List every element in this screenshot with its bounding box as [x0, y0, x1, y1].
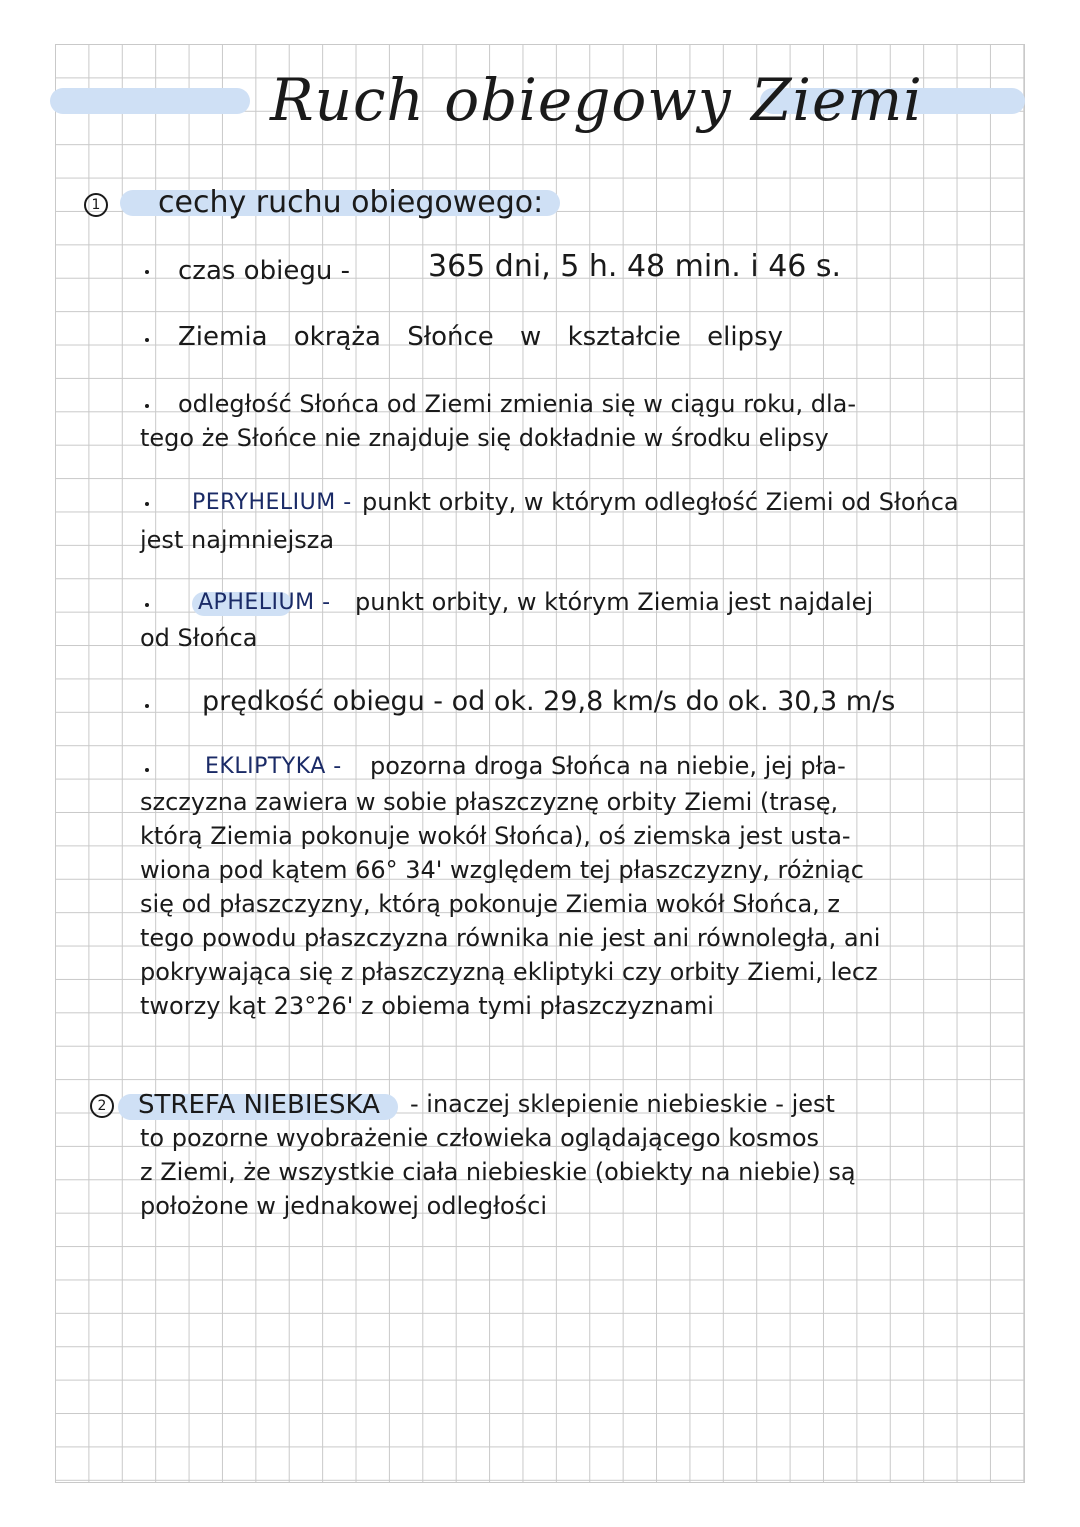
- section-2-line-2: to pozorne wyobrażenie człowieka oglądającego kosmos: [140, 1124, 820, 1152]
- peryhelium-term: PERYHELIUM -: [192, 490, 352, 515]
- ekliptyka-line-5: się od płaszczyzny, którą pokonuje Ziemia wokół Słońca, z: [140, 890, 841, 918]
- odleglosc-line-2: tego że Słońce nie znajduje się dokładnie w środku elipsy: [140, 424, 829, 452]
- peryhelium-line-1: punkt orbity, w którym odległość Ziemi od Słońca: [362, 488, 959, 516]
- bullet: [145, 768, 149, 772]
- ekliptyka-line-7: pokrywająca się z płaszczyzną ekliptyki czy orbity Ziemi, lecz: [140, 958, 878, 986]
- czas-label: czas obiegu -: [178, 256, 350, 286]
- czas-value: 365 dni, 5 h. 48 min. i 46 s.: [428, 249, 842, 284]
- bullet: [145, 502, 149, 506]
- aphelium-line-1: punkt orbity, w którym Ziemia jest najdalej: [355, 588, 874, 616]
- section-2-term: STREFA NIEBIESKA: [138, 1090, 380, 1120]
- ekliptyka-line-3: którą Ziemia pokonuje wokół Słońca), oś ziemska jest usta-: [140, 822, 851, 850]
- section-2-number: 2: [90, 1094, 114, 1118]
- ekliptyka-line-1: pozorna droga Słońca na niebie, jej pła-: [370, 752, 846, 780]
- bullet: [145, 404, 149, 408]
- aphelium-line-2: od Słońca: [140, 624, 258, 652]
- section-1-number: 1: [84, 193, 108, 217]
- title-highlight-left: [50, 88, 250, 114]
- bullet: [145, 270, 149, 274]
- bullet: [145, 338, 149, 342]
- ekliptyka-line-4: wiona pod kątem 66° 34' względem tej płaszczyzny, różniąc: [140, 856, 864, 884]
- peryhelium-line-2: jest najmniejsza: [140, 526, 335, 554]
- odleglosc-line-1: odległość Słońca od Ziemi zmienia się w ciągu roku, dla-: [178, 390, 857, 418]
- ekliptyka-line-2: szczyzna zawiera w sobie płaszczyznę orbity Ziemi (trasę,: [140, 788, 839, 816]
- bullet: [145, 704, 149, 708]
- section-2-line-3: z Ziemi, że wszystkie ciała niebieskie (obiekty na niebie) są: [140, 1158, 856, 1186]
- predkosc-text: prędkość obiegu - od ok. 29,8 km/s do ok. 30,3 m/s: [202, 686, 896, 717]
- section-2-line-1: - inaczej sklepienie niebieskie - jest: [410, 1090, 835, 1118]
- section-1-heading: cechy ruchu obiegowego:: [158, 185, 544, 220]
- ekliptyka-line-8: tworzy kąt 23°26' z obiema tymi płaszczyznami: [140, 992, 714, 1020]
- ekliptyka-line-6: tego powodu płaszczyzna równika nie jest ani równoległa, ani: [140, 924, 881, 952]
- section-2-line-4: położone w jednakowej odległości: [140, 1192, 548, 1220]
- aphelium-term: APHELIUM -: [198, 590, 331, 615]
- elipsa-text: Ziemia okrąża Słońce w kształcie elipsy: [178, 322, 783, 352]
- bullet: [145, 603, 149, 607]
- page-title: Ruch obiegowy Ziemi: [270, 66, 923, 134]
- ekliptyka-term: EKLIPTYKA -: [205, 754, 342, 779]
